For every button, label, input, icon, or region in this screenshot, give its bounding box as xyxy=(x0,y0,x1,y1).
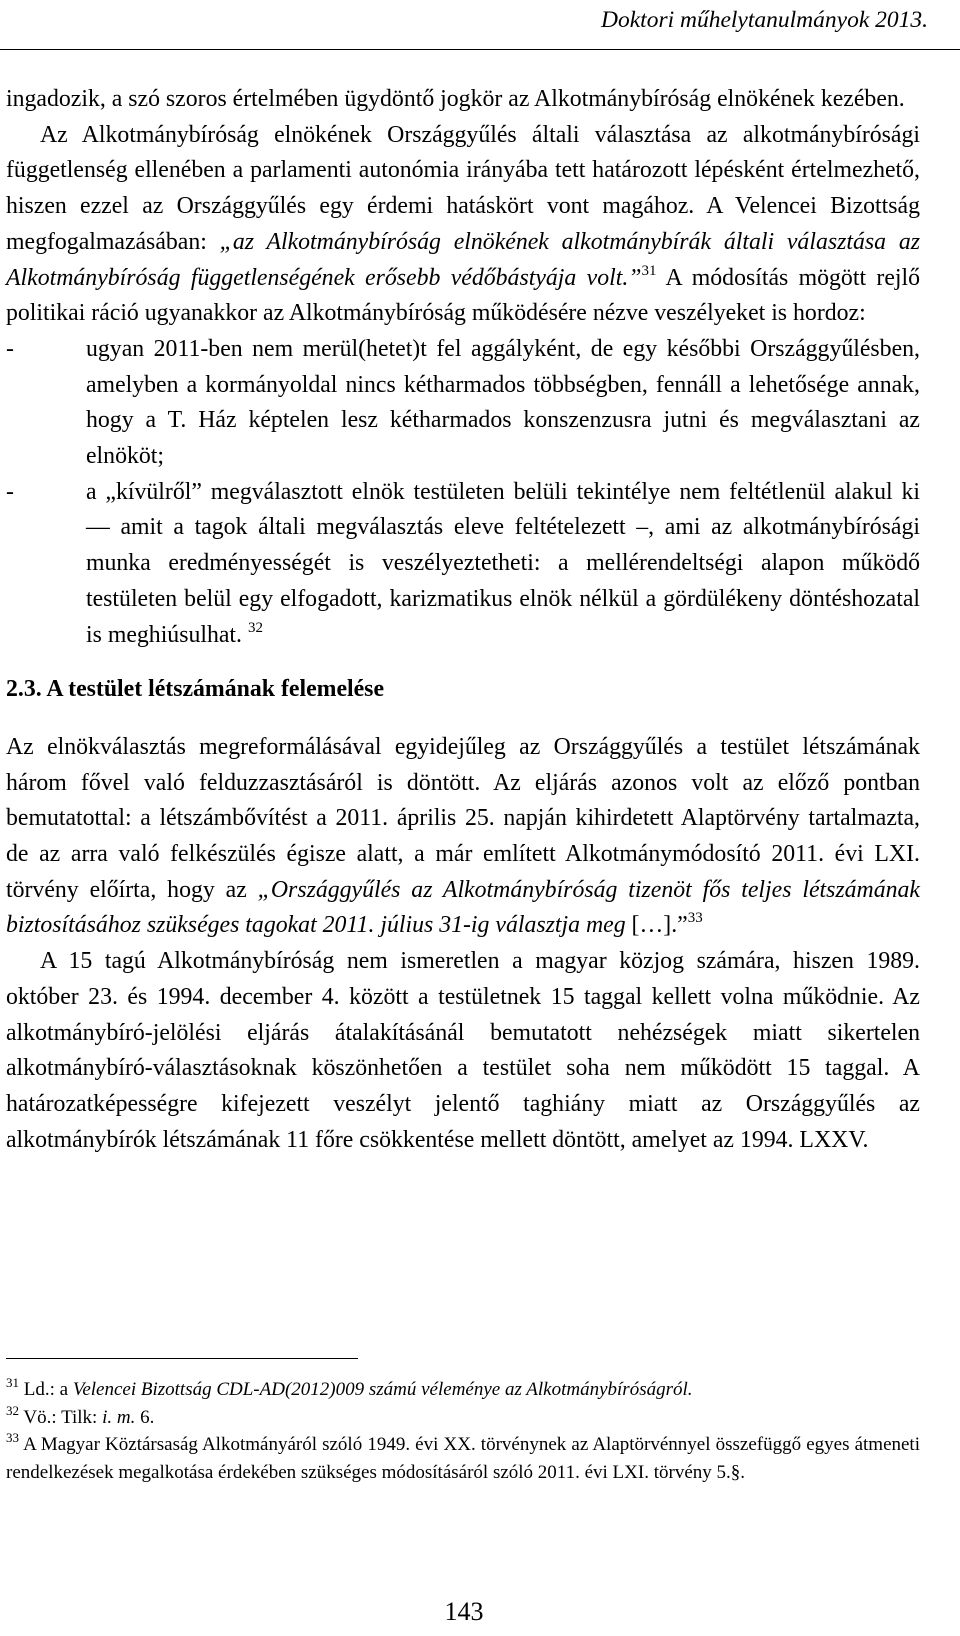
paragraph-3 xyxy=(6,730,920,944)
paragraph-2-text-a: Az Alkotmánybíróság elnökének Országgyűlés általi választása az alkotmánybírósági függetlenség ellenében a parlamenti autonómia irányába tett határozott lépésként értelmezhető, hiszen ezzel az Országgyűlés egy érdemi hatáskört vont magához. A Velencei Bizottság megfogalmazásában: xyxy=(6,121,920,255)
page-number: 143 xyxy=(444,1597,484,1626)
footnote-separator xyxy=(6,1358,358,1359)
header-rule xyxy=(0,49,960,50)
footnote-number: 33 xyxy=(6,1430,19,1446)
list-dash: - xyxy=(6,335,14,362)
footnote-italic: Velencei Bizottság CDL-AD(2012)009 számú véleménye az Alkotmánybíróságról. xyxy=(72,1379,693,1400)
list-item xyxy=(6,475,920,654)
list-item xyxy=(6,332,920,475)
footnote-ref-33[interactable]: 33 xyxy=(687,910,703,927)
list-item-text xyxy=(86,475,920,654)
quote-amendment: „Országgyűlés az Alkotmánybíróság tizenöt fős teljes létszámának biztosításához szükséges tagokat 2011. július 31-ig választja meg xyxy=(6,876,920,939)
list-item-text: ugyan 2011-ben nem merül(hetet)t fel aggályként, de egy későbbi Országgyűlésben, amelyben a kormányoldal nincs kétharmados többségben, fennáll a lehetősége annak, hogy a T. Ház képtelen lesz kétharmados konszenzusra jutni és megválasztani az elnököt; xyxy=(86,335,920,470)
footnote-text: A Magyar Köztársaság Alkotmányáról szóló 1949. évi XX. törvénynek az Alaptörvénnyel összefüggő egyes átmeneti rendelkezések megalkotása érdekében szükséges módosításáról szóló 2011. évi LXI. törvény 5.§. xyxy=(6,1434,920,1483)
paragraph-2-text-b: A módosítás mögött rejlő politikai ráció ugyanakkor az Alkotmánybíróság működésére nézve veszélyeket is hordoz: xyxy=(6,264,921,327)
footnote-italic: i. m. xyxy=(102,1406,136,1428)
footnote-number: 32 xyxy=(6,1402,19,1418)
footnote-text: Ld.: a xyxy=(19,1379,73,1400)
footnote-31 xyxy=(6,1376,920,1404)
section-heading: 2.3. A testület létszámának felemelése xyxy=(6,676,385,703)
paragraph-2 xyxy=(6,118,920,332)
footnote-33 xyxy=(6,1431,920,1486)
footnote-ref-31[interactable]: 31 xyxy=(641,262,657,279)
list-dash: - xyxy=(6,478,14,505)
footnote-ref-32[interactable]: 32 xyxy=(247,619,263,636)
footnote-32 xyxy=(6,1404,920,1432)
footnote-text-end: 6. xyxy=(135,1406,155,1428)
paragraph-3-text-a: Az elnökválasztás megreformálásával egyidejűleg az Országgyűlés a testület létszámának három fővel való felduzzasztásáról is döntött. Az eljárás azonos volt az előző pontban bemutatottal: a létszámbővítést a 2011. április 25. napján kihirdetett Alaptörvény tartalmazta, de az arra való felkészülés égisze alatt, a már említett Alkotmánymódosító 2011. évi LXI. törvény előírta, hogy az xyxy=(6,733,920,903)
footnote-number: 31 xyxy=(6,1375,19,1390)
paragraph-3-text-b: […].” xyxy=(625,912,688,939)
footnotes xyxy=(6,1376,920,1486)
paragraph-1: ingadozik, a szó szoros értelmében ügydöntő jogkör az Alkotmánybíróság elnökének kezében. xyxy=(6,86,905,112)
paragraph-4: A 15 tagú Alkotmánybíróság nem ismeretlen a magyar közjog számára, hiszen 1989. október 23. és 1994. december 4. között a testületnek 15 taggal kellett volna működnie. Az alkotmánybíró-jelölési eljárás átalakításánál bemutatott nehézségek miatt sikertelen alkotmánybíró-választásoknak köszönhetően a testület soha nem működött 15 taggal. A határozatképességre kifejezett veszélyt jelentő taghiány miatt az Országgyűlés az alkotmánybírók létszámának 11 főre csökkentése mellett döntött, amelyet az 1994. LXXV. xyxy=(6,948,920,1153)
footnote-text: Vö.: Tilk: xyxy=(19,1406,103,1428)
quote-venice-commission: „az Alkotmánybíróság elnökének alkotmánybírák általi választása az Alkotmánybíróság függetlenségének erősebb védőbástyája volt.” xyxy=(6,228,920,291)
list-item-2-text: a „kívülről” megválasztott elnök testületen belüli tekintélye nem feltétlenül alakul ki — amit a tagok általi megválasztás eleve feltételezett –, ami az alkotmánybírósági munka eredményességét is veszélyeztetheti: a mellérendeltségi alapon működő testületen belül egy elfogadott, karizmatikus elnök nélkül a gördülékeny döntéshozatal is meghiúsulhat. xyxy=(86,478,920,648)
main-text xyxy=(6,82,920,1158)
running-header: Doktori műhelytanulmányok 2013. xyxy=(601,7,928,33)
